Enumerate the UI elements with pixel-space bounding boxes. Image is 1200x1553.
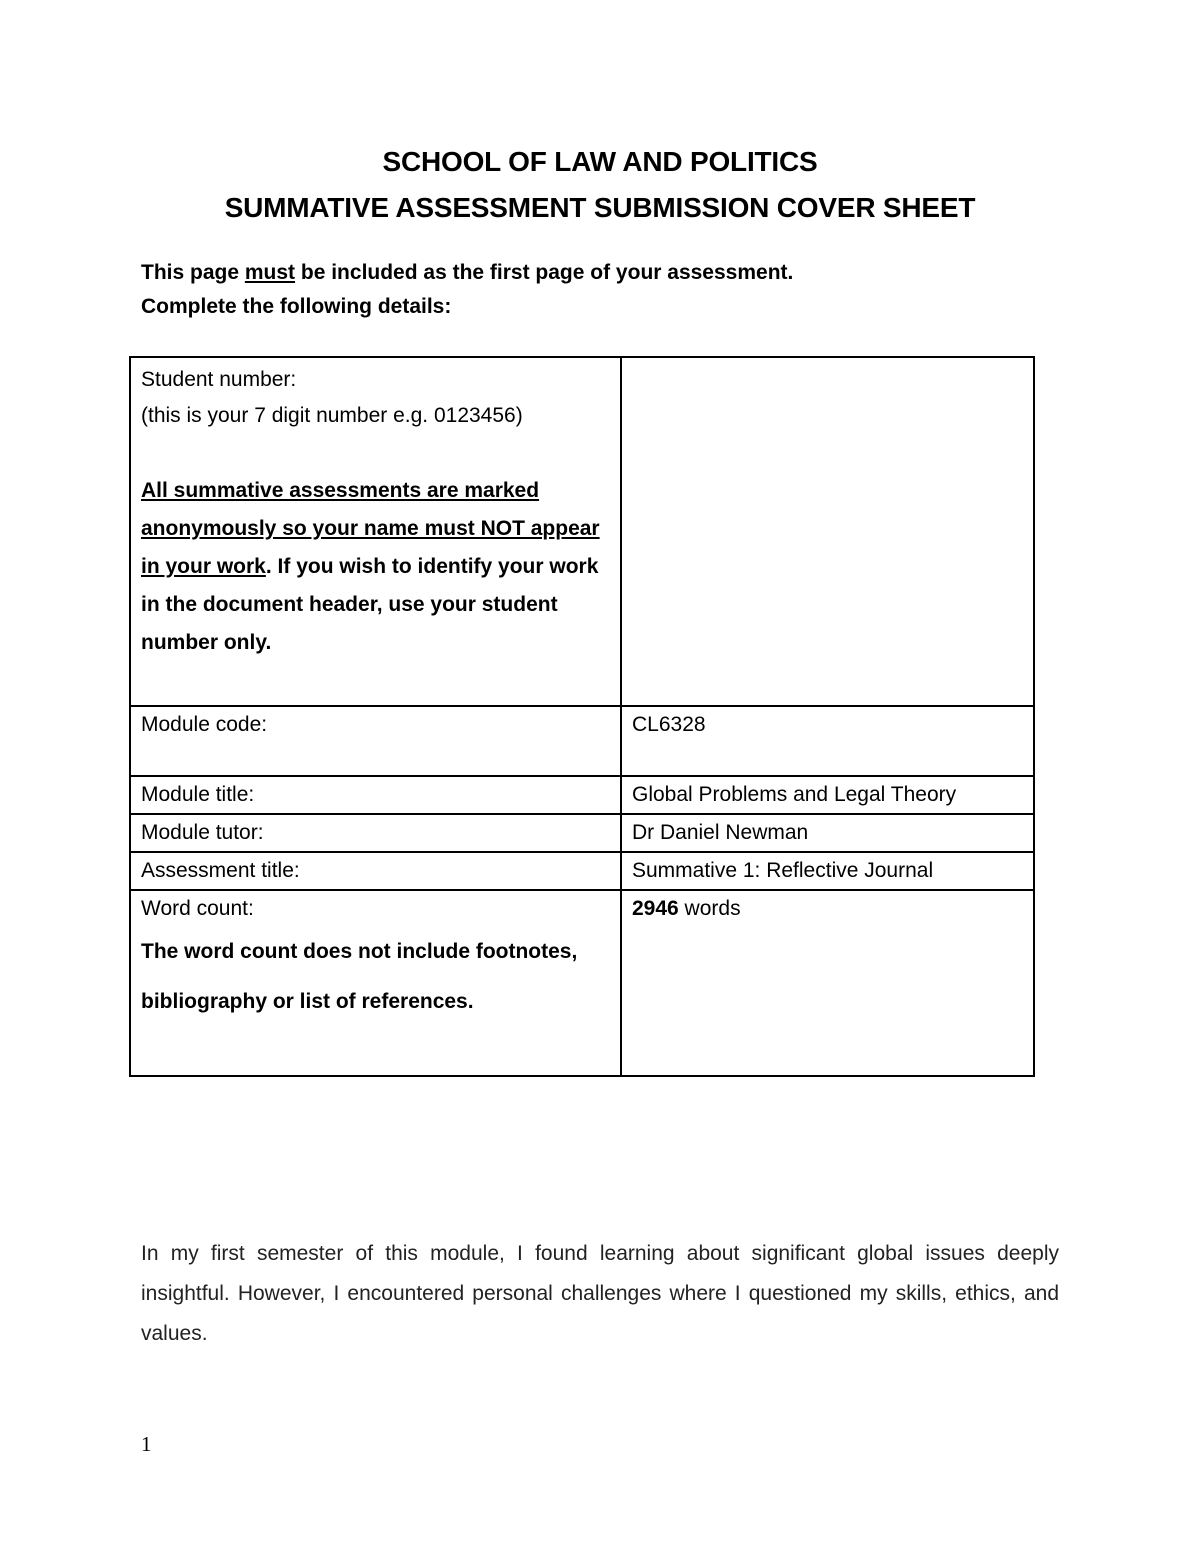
reflective-paragraph: In my first semester of this module, I found learning about significant global issues deeply insightful. However, I encountered personal challenges where I questioned my skills, ethics, and values. [141,1242,1059,1345]
page-number: 1 [141,1432,152,1456]
word-count-number: 2946 [632,897,679,920]
spacer [141,434,610,472]
anonymity-notice-period: . [265,555,272,578]
cover-sheet-heading: SUMMATIVE ASSESSMENT SUBMISSION COVER SHEET [224,192,976,223]
anonymity-notice-underlined: All summative assessments are marked anonymously so your name must NOT appear in your work [141,479,600,578]
module-title-label: Module title: [130,776,621,814]
intro-instruction [141,261,793,285]
intro-text-before: This page [141,261,245,284]
word-count-unit: words [678,897,741,920]
school-heading: SCHOOL OF LAW AND POLITICS [382,146,818,177]
intro-complete-details: Complete the following details: [141,295,452,318]
student-number-label: Student number: [141,368,297,391]
module-title-value[interactable]: Global Problems and Legal Theory [621,776,1034,814]
intro-emphasis: must [244,261,296,284]
word-count-row [130,890,1034,1076]
student-number-label-cell [130,357,621,706]
word-count-value-cell[interactable] [621,890,1034,1076]
assessment-title-value[interactable]: Summative 1: Reflective Journal [621,852,1034,890]
student-number-hint: (this is your 7 digit number e.g. 0123456) [141,404,523,427]
student-number-row [130,357,1034,706]
word-count-label: Word count: [141,897,254,920]
word-count-label-cell [130,890,621,1076]
module-code-value[interactable]: CL6328 [621,706,1034,776]
assessment-title-label: Assessment title: [130,852,621,890]
module-tutor-row [130,814,1034,852]
module-code-label: Module code: [130,706,621,776]
module-code-row [130,706,1034,776]
student-number-value-cell[interactable] [621,357,1034,706]
module-title-row [130,776,1034,814]
cover-sheet-table [129,356,1035,1077]
anonymity-notice [141,472,610,662]
intro-text-after: be included as the first page of your assessment. [295,261,794,284]
module-tutor-value[interactable]: Dr Daniel Newman [621,814,1034,852]
word-count-note: The word count does not include footnotes, bibliography or list of references. [141,940,578,1013]
assessment-title-row [130,852,1034,890]
module-tutor-label: Module tutor: [130,814,621,852]
anonymity-notice-rest: If you wish to identify your work in the document header, use your student number only. [141,555,599,654]
